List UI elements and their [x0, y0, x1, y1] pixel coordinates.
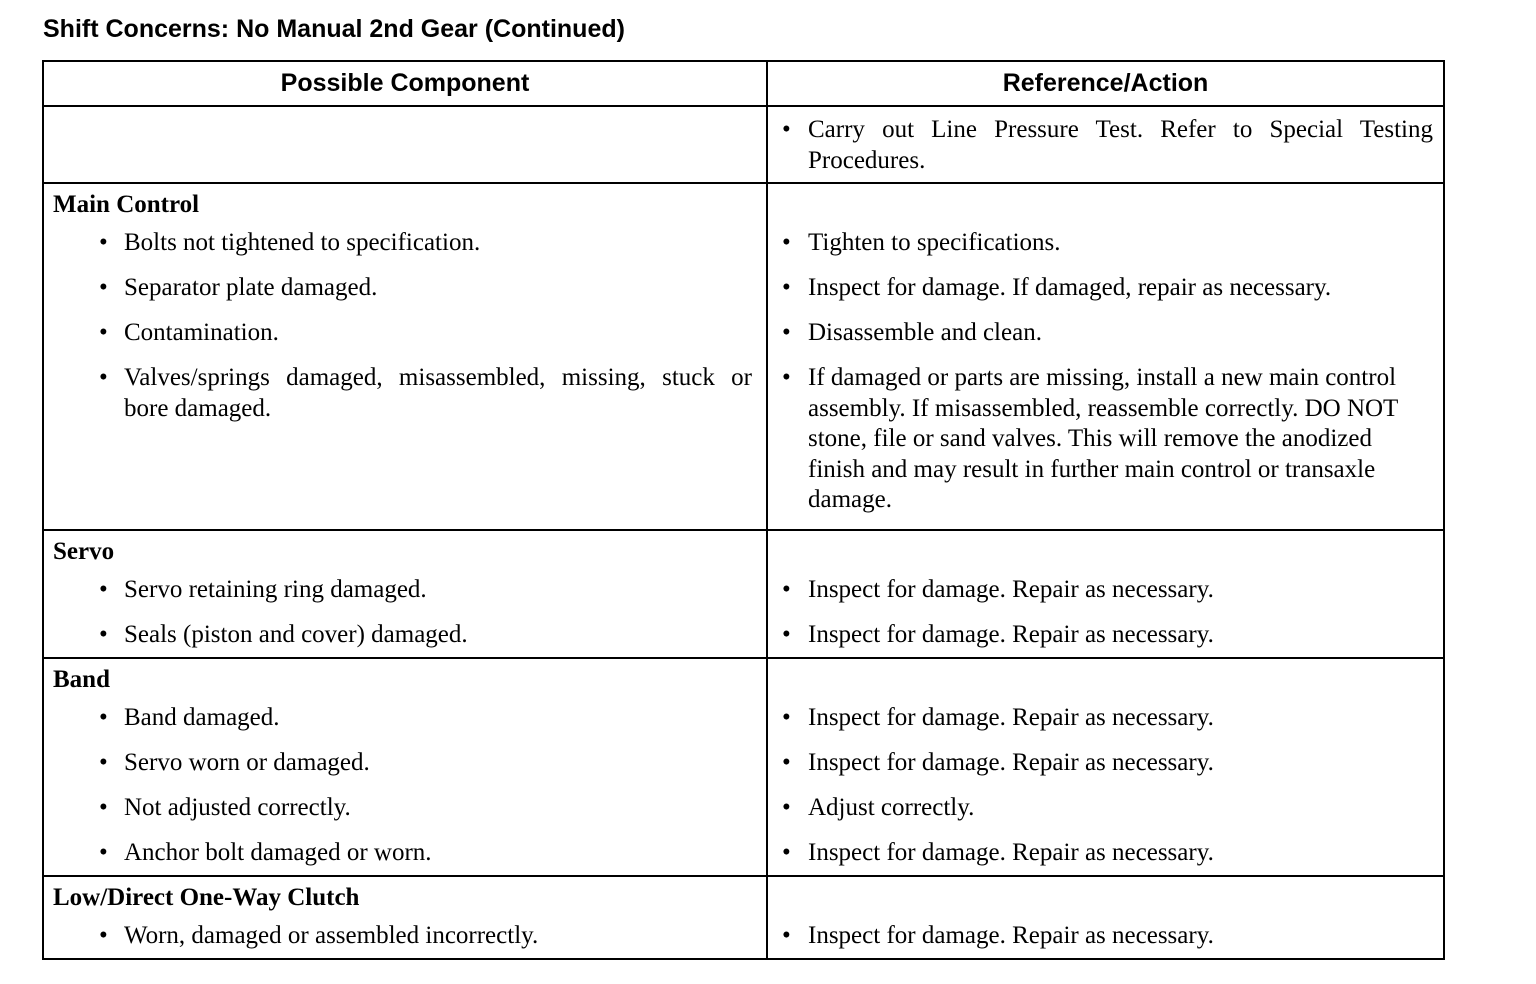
- bullet-icon: •: [782, 116, 791, 143]
- action-cell: [767, 183, 1444, 530]
- bullet-icon: •: [782, 576, 791, 603]
- component-cell: [43, 106, 767, 183]
- component-text: Seals (piston and cover) damaged.: [124, 621, 468, 648]
- action-text: Inspect for damage. If damaged, repair as necessary.: [808, 274, 1332, 301]
- action-text: Inspect for damage. Repair as necessary.: [808, 621, 1214, 648]
- list-item: [768, 620, 1443, 651]
- list-item: [44, 793, 766, 824]
- component-text: Band damaged.: [124, 704, 280, 731]
- action-text: Tighten to specifications.: [808, 229, 1061, 256]
- table-row: [43, 530, 1444, 658]
- action-text: Inspect for damage. Repair as necessary.: [808, 839, 1214, 866]
- list-item: [44, 273, 766, 304]
- bullet-icon: •: [782, 794, 791, 821]
- action-text: Inspect for damage. Repair as necessary.: [808, 576, 1214, 603]
- action-cell: [767, 658, 1444, 876]
- list-item: [768, 318, 1443, 349]
- bullet-icon: •: [782, 749, 791, 776]
- list-item: [44, 318, 766, 349]
- bullet-icon: •: [782, 621, 791, 648]
- list-item: [44, 228, 766, 259]
- component-text: Valves/springs damaged, misassembled, missing, stuck or bore damaged.: [124, 364, 752, 422]
- table-header-row: [43, 61, 1444, 106]
- bullet-icon: •: [99, 364, 108, 391]
- table-row: [43, 183, 1444, 530]
- component-cell: [43, 183, 767, 530]
- list-item: [44, 363, 766, 515]
- list-item: [768, 921, 1443, 952]
- component-text: Separator plate damaged.: [124, 274, 378, 301]
- component-text: Servo worn or damaged.: [124, 749, 370, 776]
- bullet-icon: •: [782, 274, 791, 301]
- page-title: Shift Concerns: No Manual 2nd Gear (Continued): [43, 15, 625, 43]
- bullet-icon: •: [99, 704, 108, 731]
- bullet-icon: •: [782, 319, 791, 346]
- action-cell: [767, 106, 1444, 183]
- column-header-action: Reference/Action: [767, 61, 1444, 106]
- action-text: Disassemble and clean.: [808, 319, 1042, 346]
- list-item: [768, 273, 1443, 304]
- bullet-icon: •: [99, 229, 108, 256]
- list-item: [768, 793, 1443, 824]
- action-text: Carry out Line Pressure Test. Refer to Special Testing Procedures.: [808, 116, 1433, 174]
- action-text: Inspect for damage. Repair as necessary.: [808, 749, 1214, 776]
- bullet-icon: •: [782, 229, 791, 256]
- action-text: Inspect for damage. Repair as necessary.: [808, 922, 1214, 949]
- action-cell: [767, 530, 1444, 658]
- list-item: [768, 575, 1443, 606]
- list-item: [768, 115, 1443, 176]
- component-text: Anchor bolt damaged or worn.: [124, 839, 432, 866]
- column-header-component: Possible Component: [43, 61, 767, 106]
- bullet-icon: •: [99, 794, 108, 821]
- component-cell: [43, 530, 767, 658]
- list-item: [44, 838, 766, 869]
- list-item: [768, 228, 1443, 259]
- bullet-icon: •: [782, 839, 791, 866]
- table-row: [43, 876, 1444, 959]
- bullet-icon: •: [99, 576, 108, 603]
- component-cell: [43, 876, 767, 959]
- bullet-icon: •: [99, 621, 108, 648]
- bullet-icon: •: [782, 364, 791, 391]
- shift-concerns-table: [42, 60, 1445, 960]
- section-title: Band: [53, 666, 110, 693]
- section-title: Low/Direct One-Way Clutch: [53, 884, 360, 911]
- list-item: [44, 921, 766, 952]
- action-text: Inspect for damage. Repair as necessary.: [808, 704, 1214, 731]
- bullet-icon: •: [99, 319, 108, 346]
- component-cell: [43, 658, 767, 876]
- table-row: [43, 658, 1444, 876]
- action-text: Adjust correctly.: [808, 794, 975, 821]
- bullet-icon: •: [99, 839, 108, 866]
- list-item: [44, 575, 766, 606]
- component-text: Contamination.: [124, 319, 279, 346]
- component-text: Not adjusted correctly.: [124, 794, 351, 821]
- section-title: Servo: [53, 538, 115, 565]
- component-text: Bolts not tightened to specification.: [124, 229, 481, 256]
- list-item: [768, 363, 1443, 515]
- bullet-icon: •: [99, 749, 108, 776]
- component-text: Servo retaining ring damaged.: [124, 576, 427, 603]
- list-item: [768, 748, 1443, 779]
- list-item: [44, 620, 766, 651]
- list-item: [44, 703, 766, 734]
- bullet-icon: •: [782, 922, 791, 949]
- component-text: Worn, damaged or assembled incorrectly.: [124, 922, 539, 949]
- action-cell: [767, 876, 1444, 959]
- bullet-icon: •: [99, 922, 108, 949]
- bullet-icon: •: [782, 704, 791, 731]
- list-item: [768, 838, 1443, 869]
- table-row: [43, 106, 1444, 183]
- bullet-icon: •: [99, 274, 108, 301]
- action-text: If damaged or parts are missing, install a new main control assembly. If misassembled, reassemble correctly. DO NOT stone, file or sand valves. This will remove the anodized finish and may result in further main control or transaxle damage.: [808, 364, 1398, 513]
- list-item: [768, 703, 1443, 734]
- list-item: [44, 748, 766, 779]
- section-title: Main Control: [53, 191, 200, 218]
